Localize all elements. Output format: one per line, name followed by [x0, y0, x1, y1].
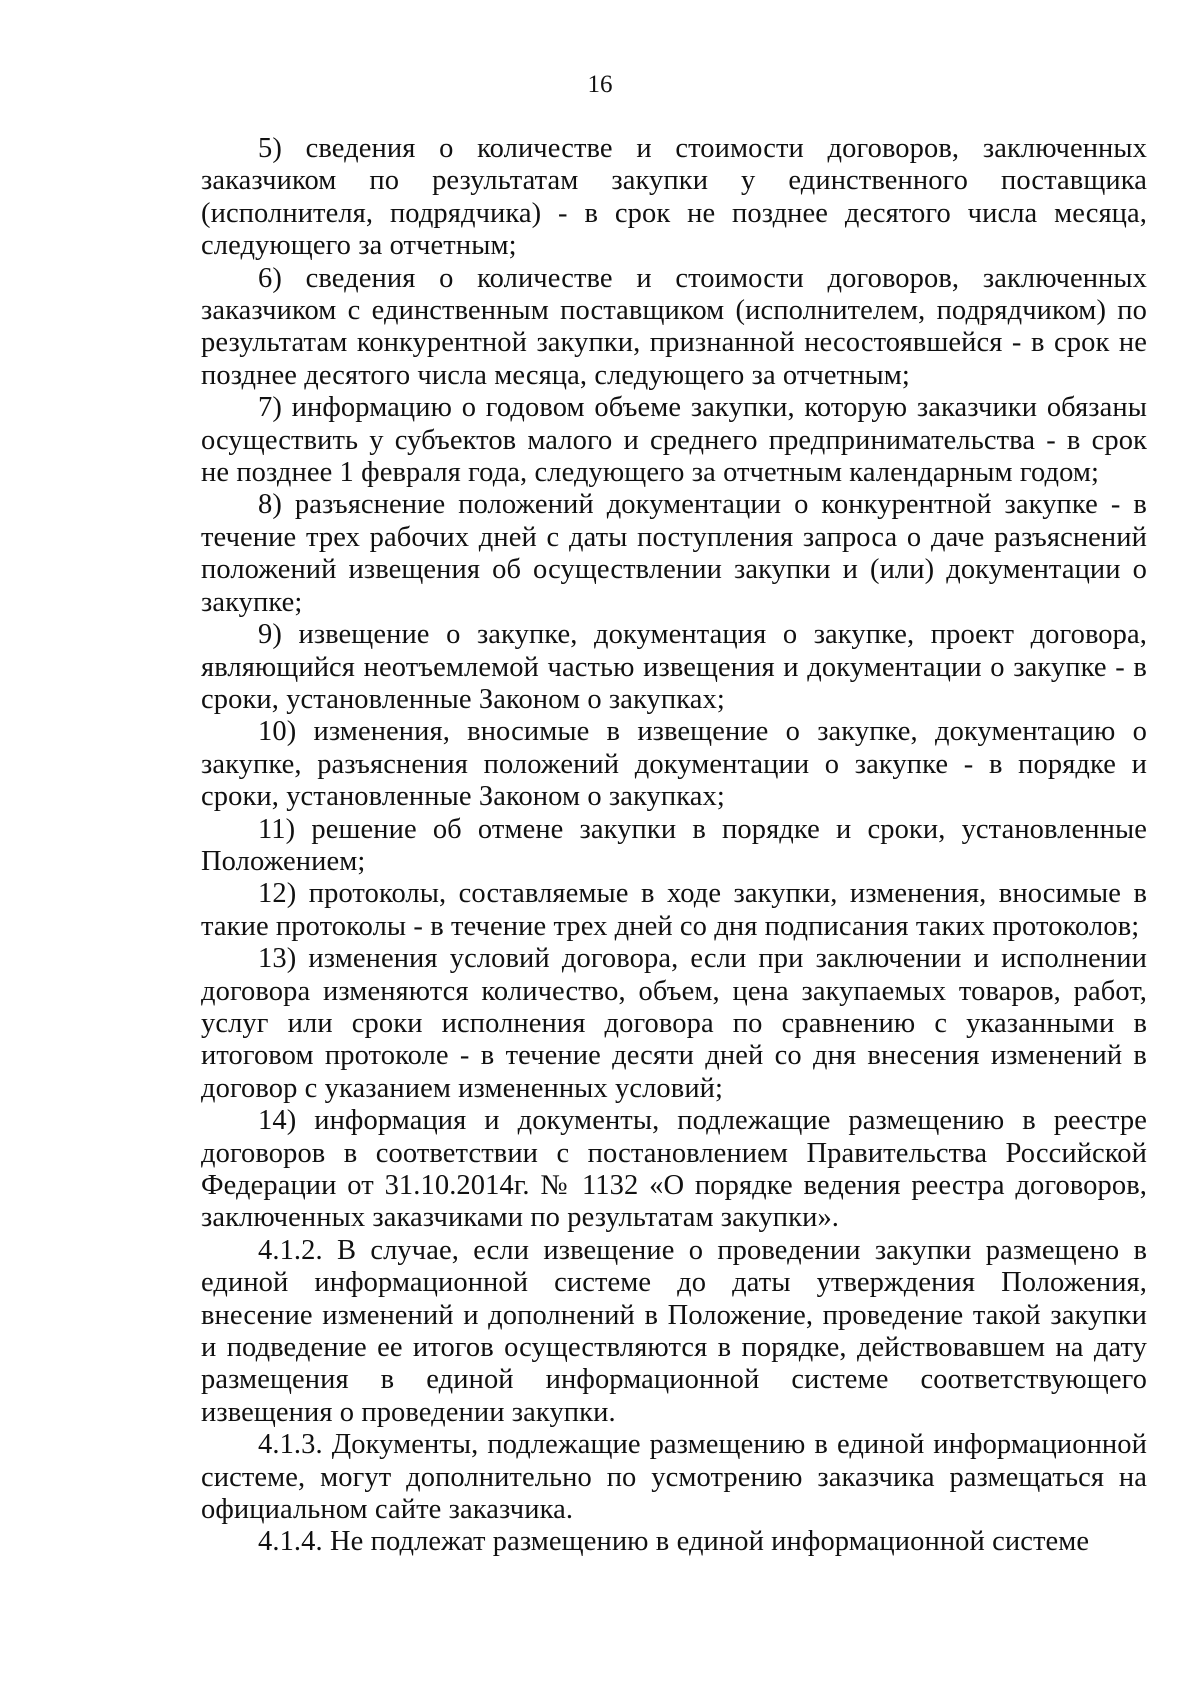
clause-4-1-2: 4.1.2. В случае, если извещение о проведении закупки размещено в единой информационной системе до даты утверждения Положения, внесение изменений и дополнений в Положение, проведение такой закупки и подведение ее итогов осуществляются в порядке, действовавшем на дату размещения в единой информационной системе соответствующего извещения о проведении закупки. [201, 1234, 1147, 1428]
list-item-7: 7) информацию о годовом объеме закупки, которую заказчики обязаны осуществить у субъектов малого и среднего предпринимательства - в срок не позднее 1 февраля года, следующего за отчетным календарным годом; [201, 392, 1147, 489]
list-item-6: 6) сведения о количестве и стоимости договоров, заключенных заказчиком с единственным поставщиком (исполнителем, подрядчиком) по результатам конкурентной закупки, признанной несостоявшейся - в срок не позднее десятого числа месяца, следующего за отчетным; [201, 262, 1147, 391]
list-item-11: 11) решение об отмене закупки в порядке и сроки, установленные Положением; [201, 813, 1147, 877]
list-item-13: 13) изменения условий договора, если при заключении и исполнении договора изменяются количество, объем, цена закупаемых товаров, работ, услуг или сроки исполнения договора по сравнению с указанными в итоговом протоколе - в течение десяти дней со дня внесения изменений в договор с указанием измененных условий; [201, 943, 1147, 1104]
list-item-5: 5) сведения о количестве и стоимости договоров, заключенных заказчиком по результатам закупки у единственного поставщика (исполнителя, подрядчика) - в срок не позднее десятого числа месяца, следующего за отчетным; [201, 133, 1147, 262]
clause-4-1-3: 4.1.3. Документы, подлежащие размещению в единой информационной системе, могут дополнительно по усмотрению заказчика размещаться на официальном сайте заказчика. [201, 1429, 1147, 1526]
list-item-10: 10) изменения, вносимые в извещение о закупке, документацию о закупке, разъяснения положений документации о закупке - в порядке и сроки, установленные Законом о закупках; [201, 716, 1147, 813]
list-item-9: 9) извещение о закупке, документация о закупке, проект договора, являющийся неотъемлемой частью извещения и документации о закупке - в сроки, установленные Законом о закупках; [201, 619, 1147, 715]
document-body [201, 133, 1147, 1559]
clause-4-1-4: 4.1.4. Не подлежат размещению в единой информационной системе [258, 1526, 1090, 1558]
list-item-12: 12) протоколы, составляемые в ходе закупки, изменения, вносимые в такие протоколы - в течение трех дней со дня подписания таких протоколов; [201, 878, 1147, 942]
list-item-8: 8) разъяснение положений документации о конкурентной закупке - в течение трех рабочих дней с даты поступления запроса о даче разъяснений положений извещения об осуществлении закупки и (или) документации о закупке; [201, 489, 1147, 618]
page-number: 16 [587, 71, 613, 98]
list-item-14: 14) информация и документы, подлежащие размещению в реестре договоров в соответствии с постановлением Правительства Российской Федерации от 31.10.2014г. № 1132 «О порядке ведения реестра договоров, заключенных заказчиками по результатам закупки». [201, 1105, 1147, 1234]
